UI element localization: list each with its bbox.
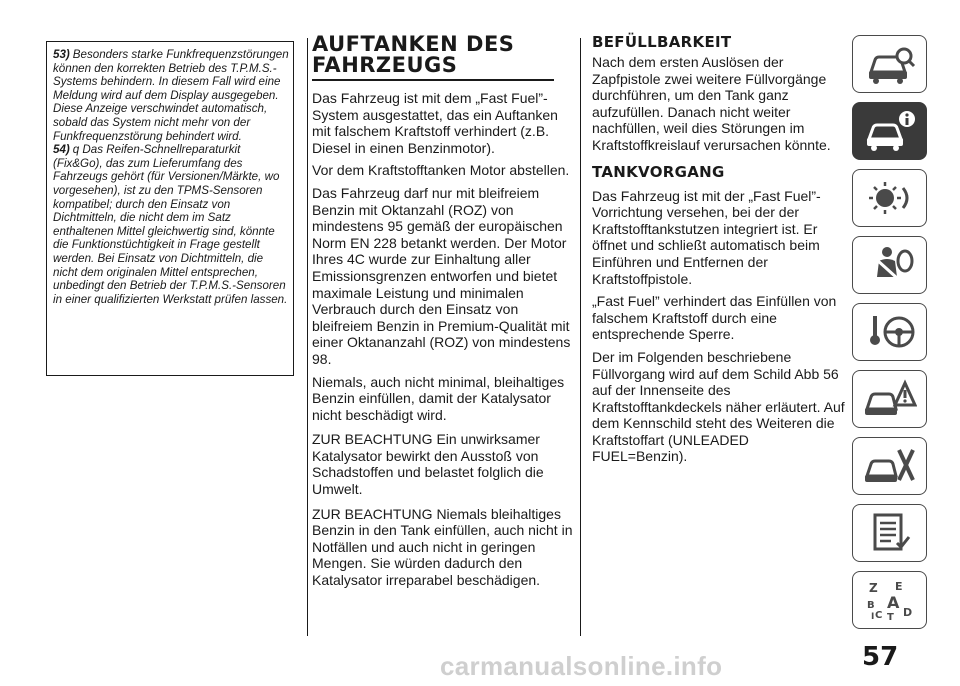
car-tools-icon [863,444,917,488]
column-divider [307,38,308,636]
warning-notes-box [46,41,294,376]
paragraph: „Fast Fuel” verhindert das Einfüllen von falschem Kraftstoff durch eine entsprechende Sperre. [592,293,837,343]
key-steering-wheel-icon [863,310,917,354]
section-title-line2: FAHRZEUGS [312,53,458,77]
page-number: 57 [862,642,899,672]
paragraph: Das Fahrzeug ist mit der „Fast Fuel”-Vorrichtung versehen, bei der der Kraftstofftankstutzen integriert ist. Er öffnet und schließt automatisch beim Einführen und Entfernen der Kraftstoffpistole. [592,187,821,287]
index-letter: A [886,593,899,612]
heading-tankvorgang: TANKVORGANG [592,162,725,181]
index-letter: D [902,606,912,619]
note-text: Besonders starke Funkfrequenzstörungen können den korrekten Betrieb des T.P.M.S.-Systems behindern. In diesem Fall wird eine Meldung wird auf dem Display ausgegeben. Diese Anzeige verschwindet automatisch, sobald das System nicht mehr von der Funkfrequenzstörung behindert wird. [53,48,289,143]
paragraph: Niemals, auch nicht minimal, bleihaltiges Benzin einfüllen, damit der Katalysator nicht beschädigt wird. [312,373,565,423]
index-letter: T [886,612,894,622]
paragraph: Das Fahrzeug ist mit dem „Fast Fuel”-System ausgestattet, das ein Auftanken mit falschem Kraftstoff verhindert (z.B. Diesel in einen Benzinmotor). [312,90,558,156]
filling-text [592,54,847,154]
index-letter: I [870,612,874,622]
section-title-line1: AUFTANKEN DES [312,32,515,56]
car-info-icon [863,109,917,153]
index-letter: E [894,580,903,593]
section-title [312,34,554,81]
watermark: carmanualsonline.info [440,651,723,681]
note-53 [53,48,289,143]
tab-technical-data[interactable] [852,504,927,562]
caution-paragraph: ZUR BEACHTUNG Ein unwirksamer Katalysator bewirkt den Ausstoß von Schadstoffen und belastet folglich die Umwelt. [312,431,544,498]
index-letter: Z [868,581,878,595]
filling-column [592,34,847,471]
note-54 [53,143,289,306]
refuelling-text [312,90,574,589]
warning-lights-icon [863,176,917,220]
index-letter: B [866,600,875,611]
note-number: 53) [53,48,70,61]
refuelling-column [312,34,574,595]
alphabet-index-icon [863,578,917,622]
heading-befuellbarkeit: BEFÜLLBARKEIT [592,33,732,51]
tab-index[interactable] [852,571,927,629]
paragraph: Der im Folgenden beschriebene Füllvorgang wird auf dem Schild Abb 56 auf der Innenseite des Kraftstofftankdeckels näher erläutert. Auf dem Kennschild steht des Weiteren die Kraftstoffart (UNLEADED FUEL=Benzin). [592,348,845,465]
car-warning-triangle-icon [863,377,917,421]
car-search-icon [863,42,917,86]
refuel-procedure-text [592,188,847,466]
checklist-icon [863,511,917,555]
tab-maintenance[interactable] [852,437,927,495]
column-divider [580,38,581,636]
tab-warning-lights[interactable] [852,169,927,227]
caution-paragraph: ZUR BEACHTUNG Niemals bleihaltiges Benzin in den Tank einfüllen, auch nicht in Notfällen und auch nicht in geringen Mengen. Sie würden dadurch den Katalysator irreparabel beschädigen. [312,505,573,589]
tab-emergency[interactable] [852,370,927,428]
paragraph: Nach dem ersten Auslösen der Zapfpistole zwei weitere Füllvorgänge durchführen, um den Tank ganz aufzufüllen. Danach nicht weiter nachfüllen, weil dies Störungen im Kraftstoffkreislauf verursachen könnte. [592,54,831,153]
chapter-tabs [852,35,927,638]
tab-start-drive[interactable] [852,303,927,361]
note-text: q Das Reifen-Schnellreparaturkit (Fix&Go), das zum Lieferumfang des Fahrzeugs gehört (für Versionen/Märkte, wo vorgesehen), ist zu den TPMS-Sensoren kompatibel; durch den Einsatz von Dichtmitteln, die nicht dem im Satz enthaltenen Mittel gleichwertig sind, könnte die Funktionstüchtigkeit in Frage gestellt werden. Bei Einsatz von Dichtmitteln, die nicht dem originalen Mittel entsprechen, unbedingt den Betrieb der T.P.M.S.-Sensoren in einer qualifizierten Werkstatt prüfen lassen. [53,143,288,306]
index-letter: C [874,610,882,621]
paragraph: Vor dem Kraftstofftanken Motor abstellen. [312,162,570,179]
tab-safety[interactable] [852,236,927,294]
seatbelt-airbag-icon [863,243,917,287]
note-number: 54) [53,143,70,157]
paragraph: Das Fahrzeug darf nur mit bleifreiem Benzin mit Oktanzahl (ROZ) von mindestens 95 gemäß der europäischen Norm EN 228 betankt werden. Der Motor Ihres 4C wurde zur Einhaltung aller Emissionsgrenzen entworfen und bietet maximale Leistung und minimalen Verbrauch durch den Einsatz von bleifreiem Benzin in Premium-Qualität mit einer Oktananzahl (ROZ) von mindestens 98. [312,184,571,367]
tab-car-info[interactable] [852,102,927,160]
tab-car-search[interactable] [852,35,927,93]
